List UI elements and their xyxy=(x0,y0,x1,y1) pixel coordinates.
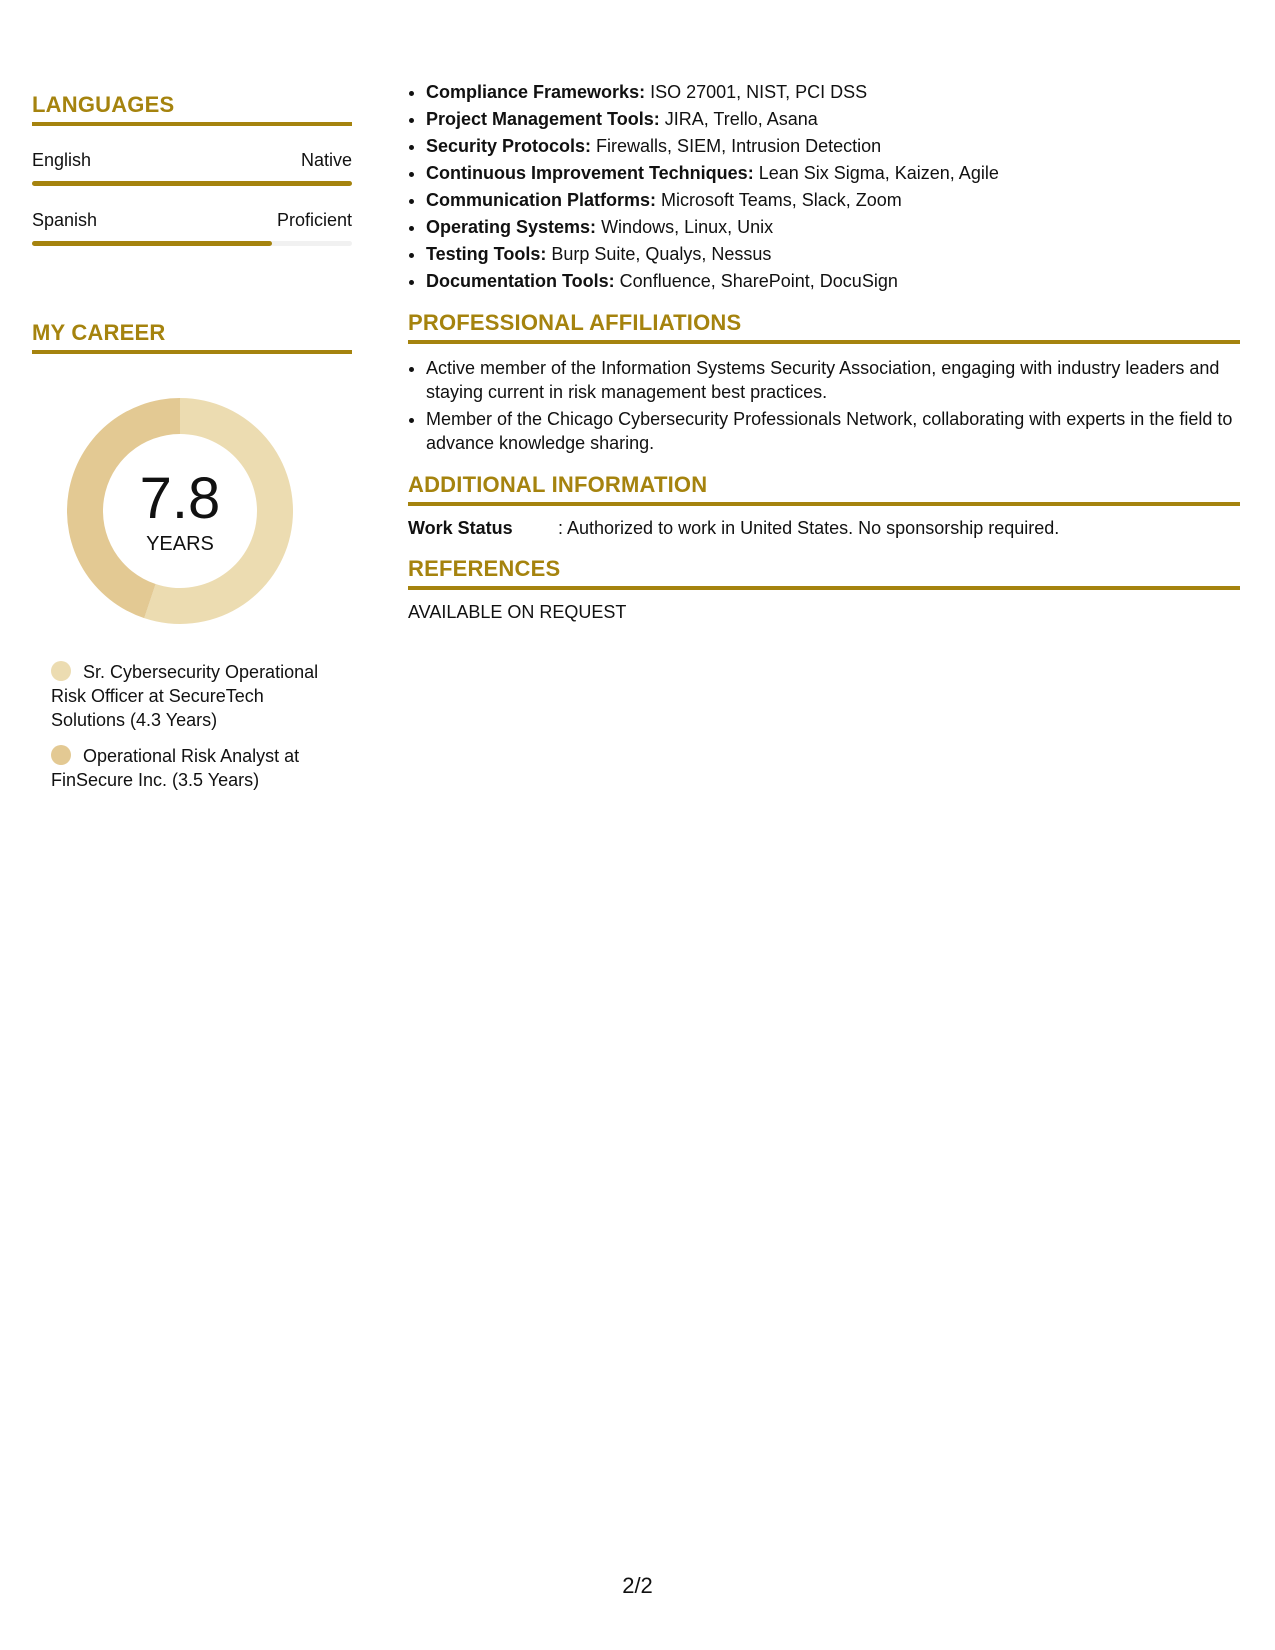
skill-item xyxy=(426,269,1240,293)
language-level: Proficient xyxy=(276,210,352,230)
skill-name: Testing Tools: xyxy=(426,244,547,264)
legend-dot-icon xyxy=(51,661,71,681)
references-section xyxy=(408,556,1240,623)
additional-info-section xyxy=(408,472,1240,539)
language-name: Spanish xyxy=(32,210,98,230)
affiliations-title: PROFESSIONAL AFFILIATIONS xyxy=(408,310,1240,344)
language-proficiency-bar xyxy=(32,181,352,186)
career-title: MY CAREER xyxy=(32,320,352,354)
language-proficiency-fill xyxy=(32,181,352,186)
skill-item xyxy=(426,215,1240,239)
career-legend-item xyxy=(51,744,341,792)
skills-list xyxy=(408,80,1240,293)
skill-value: Firewalls, SIEM, Intrusion Detection xyxy=(591,136,882,156)
affiliations-list xyxy=(408,356,1240,455)
skill-item xyxy=(426,134,1240,158)
language-item xyxy=(32,210,352,246)
skill-item xyxy=(426,161,1240,185)
additional-info-title: ADDITIONAL INFORMATION xyxy=(408,472,1240,506)
skill-value: Windows, Linux, Unix xyxy=(596,217,774,237)
language-level: Native xyxy=(300,150,352,170)
references-title: REFERENCES xyxy=(408,556,1240,590)
career-legend-item xyxy=(51,660,341,732)
skill-name: Compliance Frameworks: xyxy=(426,82,646,102)
work-status-value: : Authorized to work in United States. No sponsorship required. xyxy=(558,518,1060,538)
skill-value: Lean Six Sigma, Kaizen, Agile xyxy=(753,163,999,183)
language-name: English xyxy=(32,150,92,170)
career-entry-label: Sr. Cybersecurity Operational Risk Officer at SecureTech Solutions (4.3 Years) xyxy=(51,662,319,730)
skill-value: Confluence, SharePoint, DocuSign xyxy=(614,271,898,291)
references-text: AVAILABLE ON REQUEST xyxy=(408,602,627,622)
languages-title: LANGUAGES xyxy=(32,92,352,126)
affiliation-item: • Active member of the Information Systems Security Association, engaging with industry leaders and staying current in risk management best practices. xyxy=(426,356,1240,404)
work-status-row xyxy=(408,518,1240,539)
right-column xyxy=(408,80,1240,623)
career-entry-label: Operational Risk Analyst at FinSecure Inc. (3.5 Years) xyxy=(51,746,300,790)
skill-name: Communication Platforms: xyxy=(426,190,657,210)
skill-value: Microsoft Teams, Slack, Zoom xyxy=(656,190,902,210)
language-proficiency-fill xyxy=(32,241,272,246)
donut-center xyxy=(67,398,293,624)
left-column xyxy=(32,92,352,804)
career-years-unit: YEARS xyxy=(146,533,214,555)
career-donut-chart xyxy=(67,398,293,624)
skill-value: JIRA, Trello, Asana xyxy=(659,109,818,129)
skill-name: Project Management Tools: xyxy=(426,109,660,129)
language-proficiency-bar xyxy=(32,241,352,246)
skill-item xyxy=(426,80,1240,104)
career-legend xyxy=(51,660,341,792)
skill-name: Operating Systems: xyxy=(426,217,597,237)
work-status-label: Work Status xyxy=(408,518,513,538)
affiliation-item: • Member of the Chicago Cybersecurity Professionals Network, collaborating with experts in the field to advance knowledge sharing. xyxy=(426,407,1240,455)
skill-item xyxy=(426,242,1240,266)
language-item xyxy=(32,150,352,186)
skill-value: ISO 27001, NIST, PCI DSS xyxy=(645,82,868,102)
skill-name: Security Protocols: xyxy=(426,136,592,156)
career-total-years: 7.8 xyxy=(139,466,221,531)
legend-dot-icon xyxy=(51,745,71,765)
skill-value: Burp Suite, Qualys, Nessus xyxy=(546,244,772,264)
skill-name: Documentation Tools: xyxy=(426,271,615,291)
skill-item xyxy=(426,188,1240,212)
skill-item xyxy=(426,107,1240,131)
page-number: 2/2 xyxy=(622,1573,653,1598)
affiliations-section xyxy=(408,310,1240,455)
skill-name: Continuous Improvement Techniques: xyxy=(426,163,754,183)
